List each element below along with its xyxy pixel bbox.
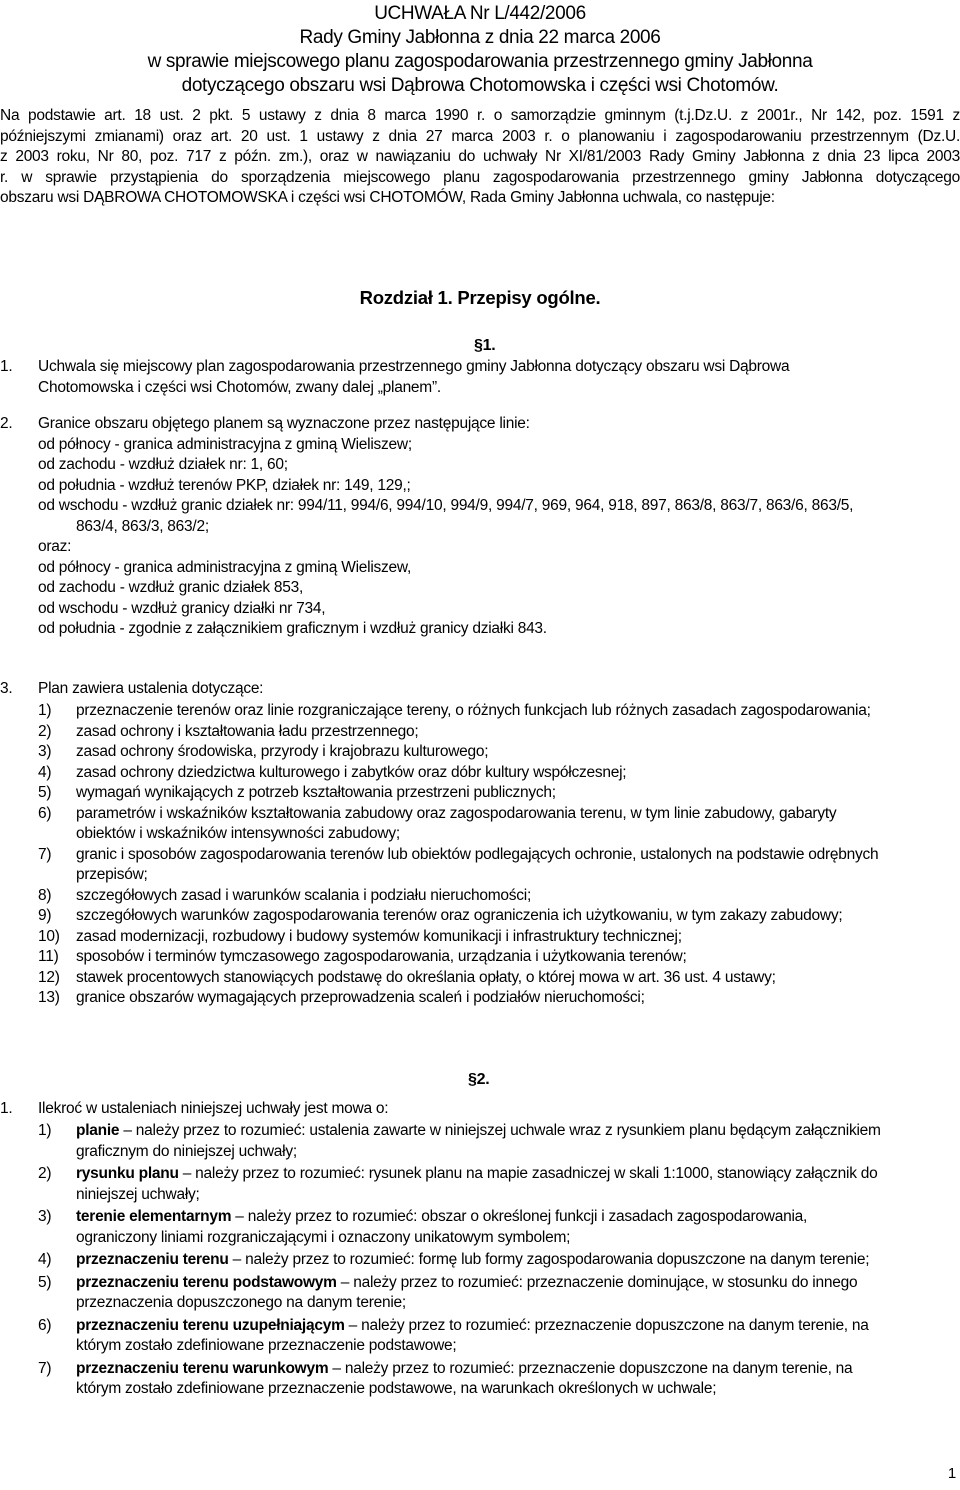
text-line: Ilekroć w ustaleniach niniejszej uchwały jest mowa o: (38, 1100, 389, 1117)
definition-line-1 (76, 1359, 960, 1380)
scope-item-line: stawek procentowych stanowiących podstawę do określania opłaty, o której mowa w art. 36 ust. 4 ustawy; (76, 968, 776, 986)
scope-item (38, 701, 960, 722)
scope-item-line: wymagań wynikających z potrzeb kształtowania przestrzeni publicznych; (76, 784, 556, 801)
scope-item-text (76, 927, 960, 948)
definition-term: przeznaczeniu terenu (76, 1251, 229, 1268)
scope-item-number: 4) (38, 763, 52, 781)
definition-item (38, 1316, 960, 1357)
definition-line-1 (76, 1207, 960, 1228)
scope-item-text (76, 947, 960, 968)
definition-item-text (76, 1207, 960, 1248)
section-sign: § (468, 1071, 477, 1088)
definition-body: – należy przez to rozumieć: przeznaczenie dominujące, w stosunku do innego (336, 1273, 858, 1291)
chapter-heading: Rozdział 1. Przepisy ogólne. (359, 287, 601, 308)
definition-line-1 (76, 1164, 960, 1185)
definition-item-text (76, 1121, 960, 1162)
definition-item-number: 3) (38, 1208, 52, 1225)
definition-item-number: 1) (38, 1122, 52, 1139)
scope-item-line: zasad modernizacji, rozbudowy i budowy systemów komunikacji i infrastruktury technicznej; (76, 927, 682, 945)
preamble-line-4: r. w sprawie przystąpienia do sporządzenia miejscowego planu zagospodarowania przestrzennego gminy Jabłonna dotyczącego (0, 168, 960, 186)
boundary-north-2: od północy - granica administracyjna z gminą Wieliszew, (38, 558, 412, 576)
section-sign: § (474, 337, 483, 354)
boundary-east-2: od wschodu - wzdłuż granicy działki nr 734, (38, 599, 326, 617)
page-number: 1 (947, 1465, 956, 1482)
text-line: Uchwala się miejscowy plan zagospodarowania przestrzennego gminy Jabłonna dotyczący obszaru wsi Dąbrowa (38, 358, 790, 375)
definition-item (38, 1164, 960, 1205)
scope-item (38, 763, 960, 784)
definition-item-number: 5) (38, 1273, 52, 1291)
definition-line-2: ograniczony liniami rozgraniczającymi i oznaczony unikatowym symbolem; (76, 1228, 571, 1246)
scope-item-number: 7) (38, 845, 52, 863)
scope-item (38, 783, 960, 804)
scope-item (38, 927, 960, 948)
scope-item (38, 947, 960, 968)
section-number: 1. (482, 337, 496, 354)
boundary-east-cont: 863/4, 863/3, 863/2; (76, 517, 209, 535)
scope-item-text (76, 783, 960, 804)
paragraph-number: 1. (0, 358, 13, 375)
definition-term: przeznaczeniu terenu podstawowym (76, 1273, 337, 1291)
preamble-line-5: obszaru wsi DĄBROWA CHOTOMOWSKA i części wsi CHOTOMÓW, Rada Gminy Jabłonna uchwala, co następuje: (0, 189, 775, 206)
definition-line-2: którym zostało zdefiniowane przeznaczenie podstawowe, na warunkach określonych w uchwale; (76, 1380, 717, 1397)
paragraph-text (38, 679, 960, 700)
definition-term: terenie elementarnym (76, 1208, 232, 1225)
document-title (0, 2, 960, 98)
paragraph-text (38, 414, 960, 640)
scope-item-number: 10) (38, 927, 60, 945)
definition-item-text (76, 1273, 960, 1314)
definition-item-text (76, 1164, 960, 1205)
definition-item (38, 1121, 960, 1162)
scope-item-line: przeznaczenie terenów oraz linie rozgraniczające tereny, o różnych funkcjach lub różnych zasadach zagospodarowania; (76, 702, 871, 719)
scope-item-number: 5) (38, 784, 52, 801)
preamble (0, 106, 960, 209)
preamble-line-1: Na podstawie art. 18 ust. 2 pkt. 5 ustawy z dnia 8 marca 1990 r. o samorządzie gminnym (t.j.Dz.U. z 2001r., Nr 142, poz. 1591 z (0, 107, 960, 124)
scope-item-text (76, 742, 960, 763)
scope-item-text (76, 968, 960, 989)
paragraph-number: 3. (0, 680, 13, 697)
boundary-west: od zachodu - wzdłuż działek nr: 1, 60; (38, 456, 288, 473)
scope-item (38, 906, 960, 927)
definition-body: – należy przez to rozumieć: przeznaczenie dopuszczone na danym terenie, na (344, 1316, 869, 1334)
scope-item-line: obiektów i wskaźników intensywności zabudowy; (76, 825, 400, 842)
scope-items (0, 701, 960, 1009)
definition-item-number: 7) (38, 1359, 52, 1377)
scope-item-number: 13) (38, 989, 60, 1006)
scope-item-line: sposobów i terminów tymczasowego zagospodarowania, urządzania i użytkowania terenów; (76, 948, 687, 965)
scope-item-line: granice obszarów wymagających przeprowadzenia scaleń i podziałów nieruchomości; (76, 989, 645, 1006)
definition-term: planie (76, 1122, 120, 1139)
definition-item-text (76, 1359, 960, 1400)
scope-item-text (76, 988, 960, 1009)
scope-item (38, 988, 960, 1009)
scope-item-number: 8) (38, 886, 52, 904)
definition-items (0, 1121, 960, 1402)
boundary-north: od północy - granica administracyjna z gminą Wieliszew; (38, 435, 412, 453)
scope-item-number: 9) (38, 907, 52, 924)
text-line: Chotomowska i części wsi Chotomów, zwany dalej „planem”. (38, 378, 441, 396)
definition-line-2: graficznym do niniejszej uchwały; (76, 1142, 297, 1160)
definition-line-1 (76, 1273, 960, 1294)
definition-item-text (76, 1316, 960, 1357)
definition-term: rysunku planu (76, 1165, 179, 1182)
scope-item-line: przepisów; (76, 866, 148, 883)
paragraph-number: 1. (0, 1100, 13, 1117)
definition-term: przeznaczeniu terenu uzupełniającym (76, 1316, 345, 1334)
definition-item (38, 1273, 960, 1314)
definition-body: – należy przez to rozumieć: przeznaczenie dopuszczone na danym terenie, na (328, 1359, 853, 1377)
section-mark-1 (474, 336, 496, 357)
definition-line-1 (76, 1316, 960, 1337)
definition-item-number: 4) (38, 1251, 52, 1268)
scope-item-text (76, 845, 960, 886)
definition-item (38, 1359, 960, 1400)
preamble-line-2: późniejszymi zmianami) oraz art. 20 ust. 1 ustawy z dnia 27 marca 2003 r. o planowaniu i zagospodarowaniu przestrzennym (Dz.U. (0, 127, 960, 145)
definition-body: – należy przez to rozumieć: rysunek planu na mapie zasadniczej w skali 1:1000, stanowiący załącznik do (178, 1165, 878, 1182)
boundary-west-2: od zachodu - wzdłuż granic działek 853, (38, 579, 304, 596)
scope-item-text (76, 701, 960, 722)
boundary-south: od południa - wzdłuż terenów PKP, działek nr: 149, 129,; (38, 476, 411, 494)
section-mark-2 (468, 1070, 490, 1091)
scope-item-line: zasad ochrony środowiska, przyrody i krajobrazu kulturowego; (76, 743, 489, 760)
scope-item-text (76, 722, 960, 743)
scope-item-number: 12) (38, 968, 60, 986)
section-number: 2. (476, 1071, 490, 1088)
definition-line-2: niniejszej uchwały; (76, 1185, 200, 1203)
scope-item-text (76, 906, 960, 927)
scope-item-number: 1) (38, 702, 52, 719)
scope-item (38, 742, 960, 763)
scope-item-line: szczegółowych zasad i warunków scalania i podziału nieruchomości; (76, 886, 532, 904)
preamble-line-3: z 2003 roku, Nr 80, poz. 717 z późn. zm.), oraz w nawiązaniu do uchwały Nr XI/81/2003 Rady Gminy Jabłonna z dnia 23 lipca 2003 (0, 148, 960, 165)
oraz-label: oraz: (38, 538, 72, 555)
boundary-east: od wschodu - wzdłuż granic działek nr: 994/11, 994/6, 994/10, 994/9, 994/7, 969, 964, 918, 897, 863/8, 863/7, 863/6, 863/5, (38, 497, 854, 514)
scope-item (38, 722, 960, 743)
scope-item-number: 3) (38, 743, 52, 760)
definition-body: – należy przez to rozumieć: formę lub formy zagospodarowania dopuszczone na danym terenie; (228, 1251, 870, 1268)
text-line: Plan zawiera ustalenia dotyczące: (38, 680, 264, 697)
scope-item-line: granic i sposobów zagospodarowania terenów lub obiektów podlegających ochronie, ustalonych na podstawie odrębnych (76, 845, 879, 863)
scope-item-text (76, 763, 960, 784)
scope-item-line: zasad ochrony i kształtowania ładu przestrzennego; (76, 722, 419, 740)
scope-item-text (76, 804, 960, 845)
definition-line-2: przeznaczenia dopuszczonego na danym terenie; (76, 1294, 406, 1311)
definition-line-2: którym zostało zdefiniowane przeznaczenie podstawowe; (76, 1337, 457, 1354)
definition-term: przeznaczeniu terenu warunkowym (76, 1359, 329, 1377)
definition-item-number: 6) (38, 1316, 52, 1334)
scope-item-line: szczegółowych warunków zagospodarowania terenów oraz ograniczenia ich użytkowaniu, w tym zakazy zabudowy; (76, 907, 843, 924)
definition-item (38, 1250, 960, 1271)
title-line-3: w sprawie miejscowego planu zagospodarowania przestrzennego gminy Jabłonna (147, 51, 813, 72)
definition-body: – należy przez to rozumieć: ustalenia zawarte w niniejszej uchwale wraz z rysunkiem planu będącym załącznikiem (119, 1122, 881, 1139)
scope-item-number: 6) (38, 804, 52, 822)
definition-body: – należy przez to rozumieć: obszar o określonej funkcji i zasadach zagospodarowania, (231, 1208, 808, 1225)
definition-line-1 (76, 1121, 960, 1142)
definition-line-1 (76, 1250, 960, 1271)
scope-item (38, 886, 960, 907)
scope-item-number: 11) (38, 948, 59, 965)
boundary-south-2: od południa - zgodnie z załącznikiem graficznym i wzdłuż granicy działki 843. (38, 620, 547, 637)
scope-item-line: parametrów i wskaźników kształtowania zabudowy oraz zagospodarowania terenu, w tym linie zabudowy, gabaryty (76, 804, 837, 822)
paragraph-text (38, 357, 960, 398)
scope-item-number: 2) (38, 722, 52, 740)
paragraph-number: 2. (0, 415, 13, 432)
definition-item (38, 1207, 960, 1248)
scope-item (38, 845, 960, 886)
text-line: Granice obszaru objętego planem są wyznaczone przez następujące linie: (38, 415, 530, 432)
title-line-4: dotyczącego obszaru wsi Dąbrowa Chotomowska i części wsi Chotomów. (181, 75, 779, 96)
definition-item-number: 2) (38, 1165, 52, 1182)
scope-item-text (76, 886, 960, 907)
scope-item-line: zasad ochrony dziedzictwa kulturowego i zabytków oraz dóbr kultury współczesnej; (76, 763, 627, 781)
definition-item-text (76, 1250, 960, 1271)
paragraph-text (38, 1099, 960, 1120)
title-line-1: UCHWAŁA Nr L/442/2006 (374, 3, 586, 24)
scope-item (38, 968, 960, 989)
scope-item (38, 804, 960, 845)
title-line-2: Rady Gminy Jabłonna z dnia 22 marca 2006 (299, 27, 661, 48)
